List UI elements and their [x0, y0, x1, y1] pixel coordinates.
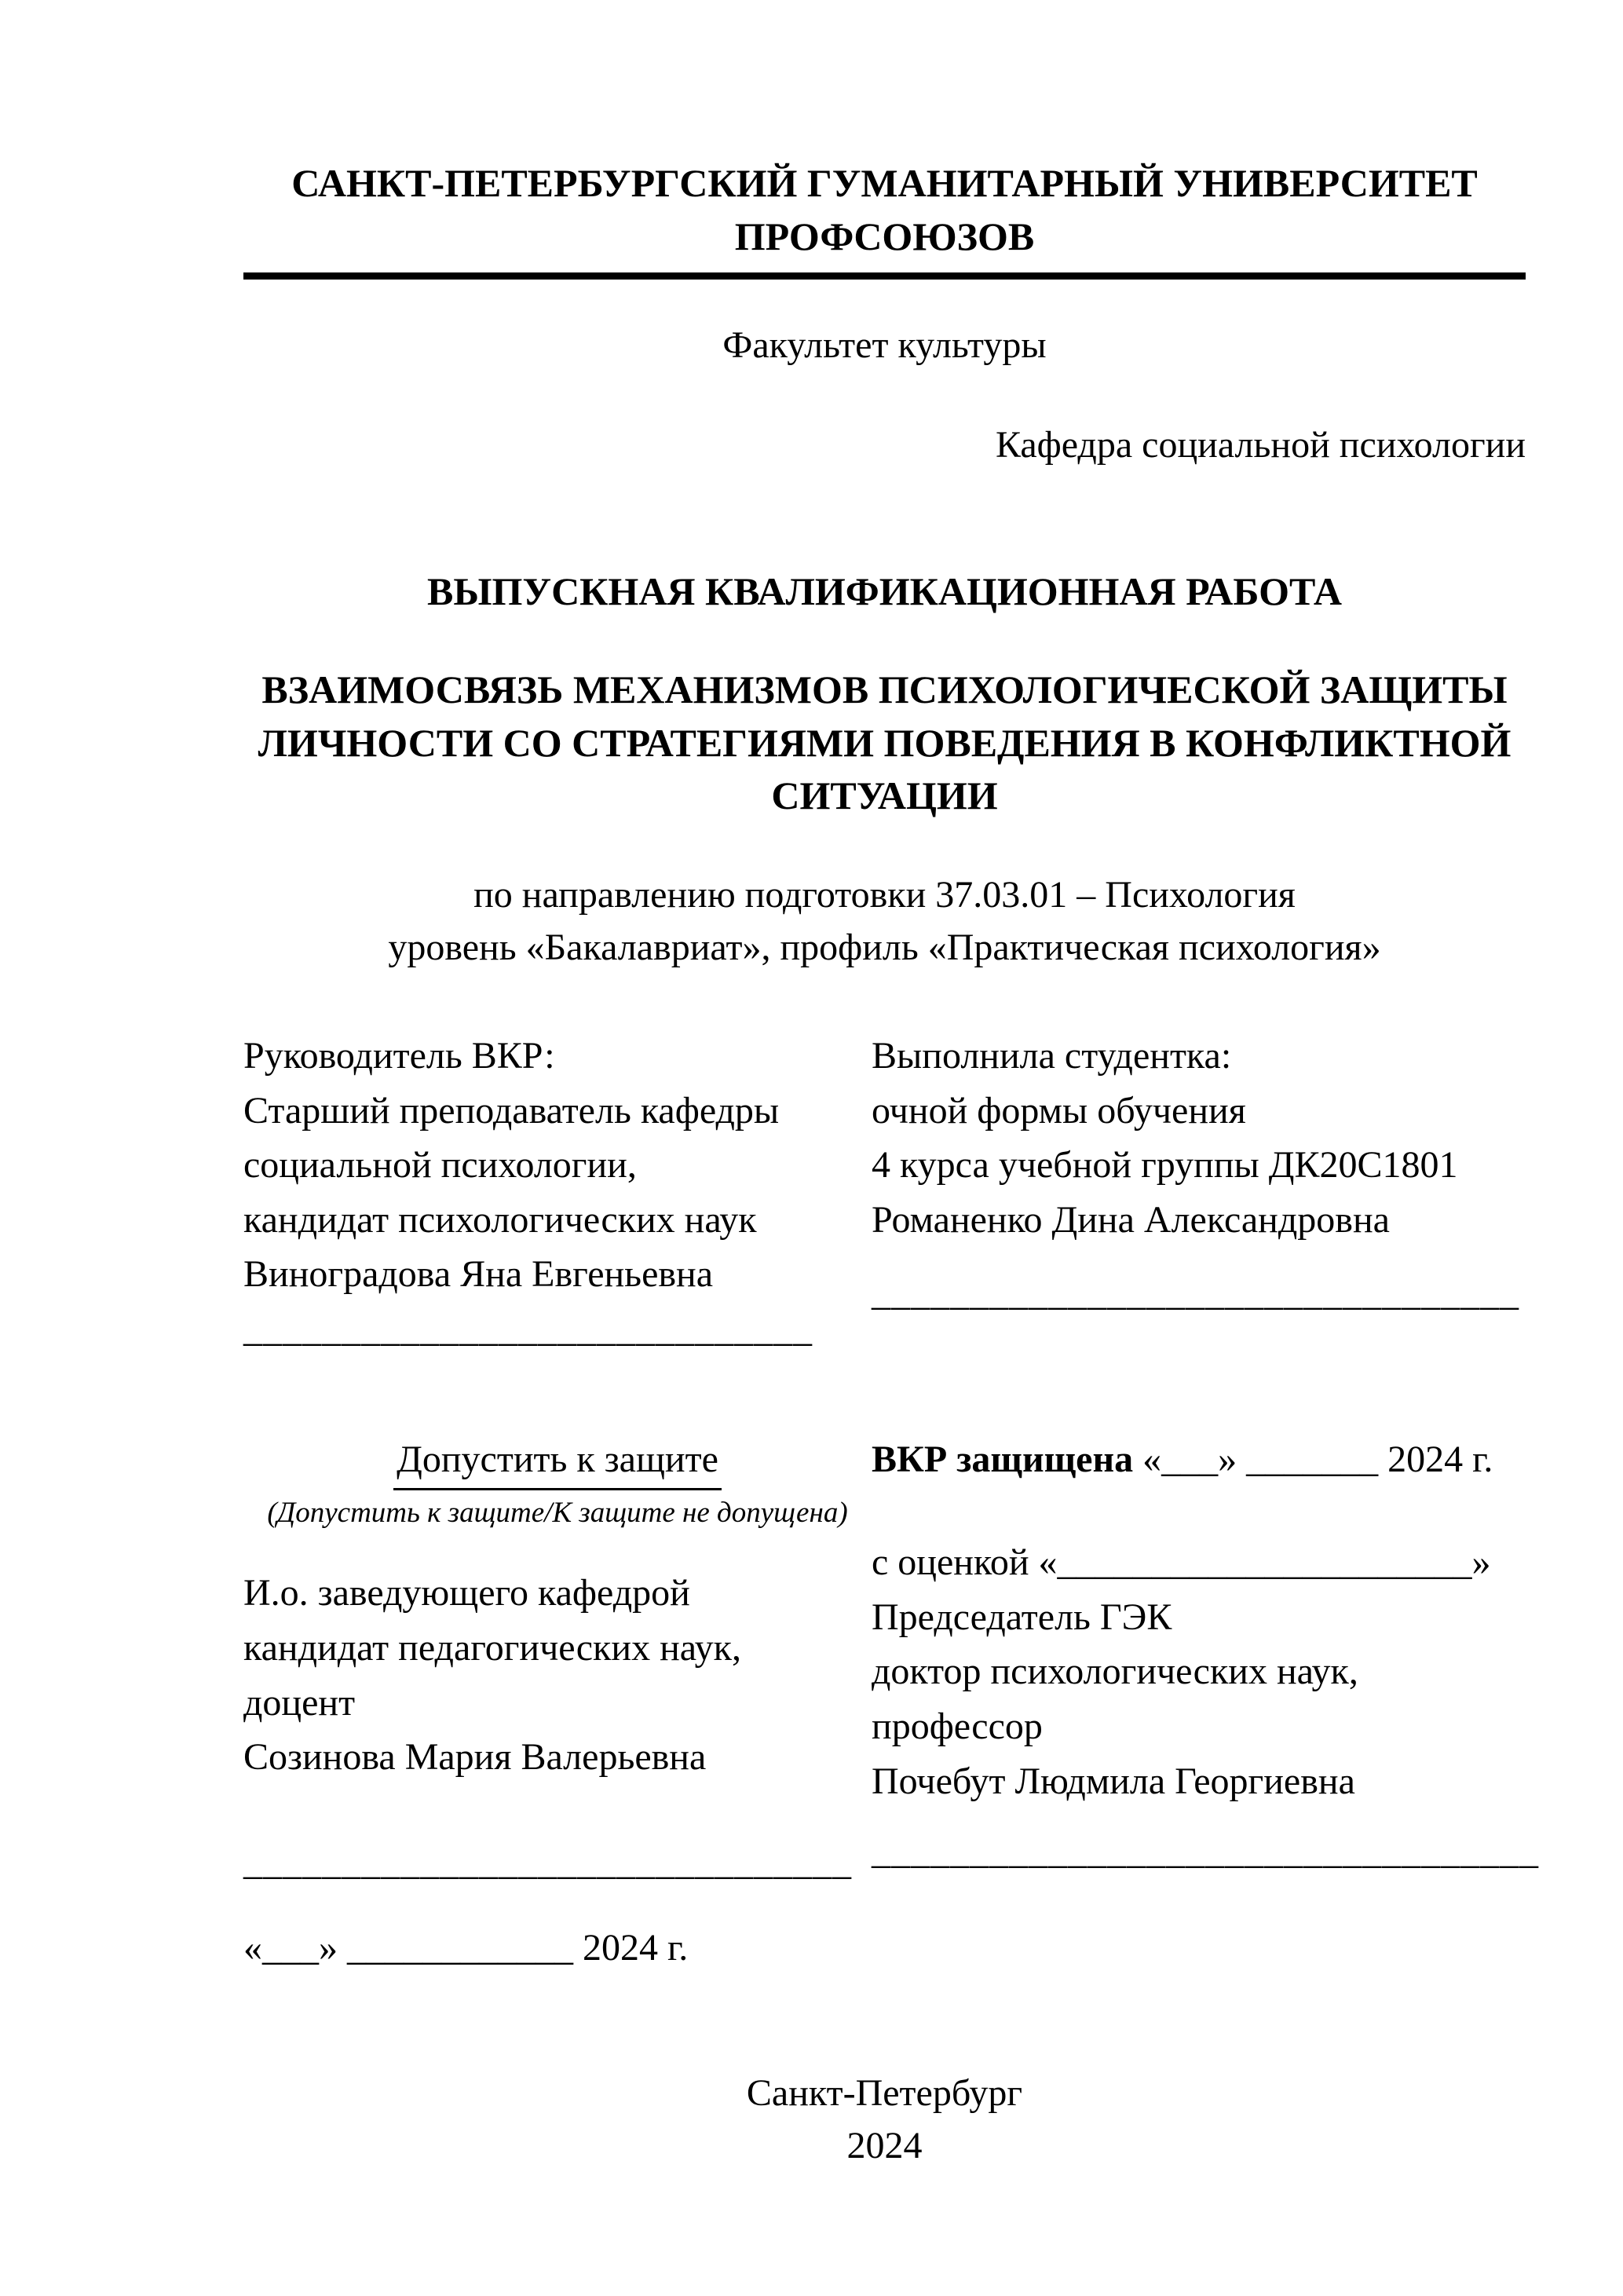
defense-status-bold: ВКР защищена: [872, 1438, 1134, 1480]
defense-status-rest: «___» _______ 2024 г.: [1133, 1438, 1493, 1480]
defense-status-line: [872, 1432, 1539, 1487]
chairman-line: профессор: [872, 1705, 1043, 1747]
footer: [243, 2067, 1526, 2172]
thesis-title-line: ЛИЧНОСТИ СО СТРАТЕГИЯМИ ПОВЕДЕНИЯ В КОНФЛИКТНОЙ: [258, 720, 1512, 765]
defense-block: [872, 1432, 1539, 1976]
signatories-section: [243, 1029, 1526, 1357]
student-line: очной формы обучения: [872, 1089, 1246, 1132]
faculty-name: Факультет культуры: [722, 324, 1047, 366]
footer-year: 2024: [846, 2125, 923, 2167]
official-line: И.о. заведующего кафедрой: [243, 1572, 690, 1614]
admission-signature-line: _______________________________: [243, 1841, 852, 1883]
thesis-title-line: СИТУАЦИИ: [771, 773, 998, 818]
official-line: доцент: [243, 1681, 356, 1724]
supervisor-signature-line: _____________________________: [243, 1307, 813, 1350]
admission-heading: [243, 1432, 872, 1491]
program-info: [243, 868, 1526, 974]
admission-date-line: «___» ____________ 2024 г.: [243, 1927, 689, 1969]
supervisor-line: Виноградова Яна Евгеньевна: [243, 1253, 714, 1296]
supervisor-block: [243, 1029, 872, 1357]
defense-grade-line: с оценкой «______________________»: [872, 1541, 1491, 1584]
defense-signature-line: __________________________________: [872, 1830, 1539, 1873]
student-signature-line: _________________________________: [872, 1272, 1519, 1314]
defense-details: [872, 1535, 1539, 1808]
thesis-title-line: ВЗАИМОСВЯЗЬ МЕХАНИЗМОВ ПСИХОЛОГИЧЕСКОЙ ЗАЩИТЫ: [261, 667, 1508, 712]
approval-section: [243, 1432, 1539, 1976]
department-name: Кафедра социальной психологии: [995, 423, 1526, 466]
student-block: [872, 1029, 1526, 1357]
chairman-line: Председатель ГЭК: [872, 1596, 1172, 1638]
official-line: кандидат педагогических наук,: [243, 1626, 741, 1669]
supervisor-line: Старший преподаватель кафедры: [243, 1089, 780, 1132]
admission-heading-text: Допустить к защите: [393, 1432, 722, 1491]
student-heading: Выполнила студентка:: [872, 1034, 1232, 1077]
student-line: Романенко Дина Александровна: [872, 1198, 1390, 1241]
footer-city: Санкт-Петербург: [746, 2071, 1023, 2114]
admission-note: (Допустить к защите/К защите не допущена): [267, 1497, 848, 1530]
work-type-heading: ВЫПУСКНАЯ КВАЛИФИКАЦИОННАЯ РАБОТА: [427, 569, 1342, 613]
supervisor-line: социальной психологии,: [243, 1144, 637, 1186]
supervisor-heading: Руководитель ВКР:: [243, 1034, 555, 1077]
admission-block: [243, 1432, 872, 1976]
admission-officials: [243, 1566, 872, 1784]
university-name: САНКТ-ПЕТЕРБУРГСКИЙ ГУМАНИТАРНЫЙ УНИВЕРСИТЕТ ПРОФСОЮЗОВ: [243, 157, 1526, 280]
chairman-line: доктор психологических наук,: [872, 1651, 1358, 1693]
program-level: уровень «Бакалавриат», профиль «Практическая психология»: [388, 926, 1381, 968]
supervisor-line: кандидат психологических наук: [243, 1198, 757, 1241]
chairman-line: Почебут Людмила Георгиевна: [872, 1760, 1355, 1802]
official-line: Созинова Мария Валерьевна: [243, 1736, 707, 1779]
student-line: 4 курса учебной группы ДК20С1801: [872, 1144, 1458, 1186]
thesis-title: [243, 664, 1526, 823]
program-direction: по направлению подготовки 37.03.01 – Психология: [473, 873, 1296, 916]
